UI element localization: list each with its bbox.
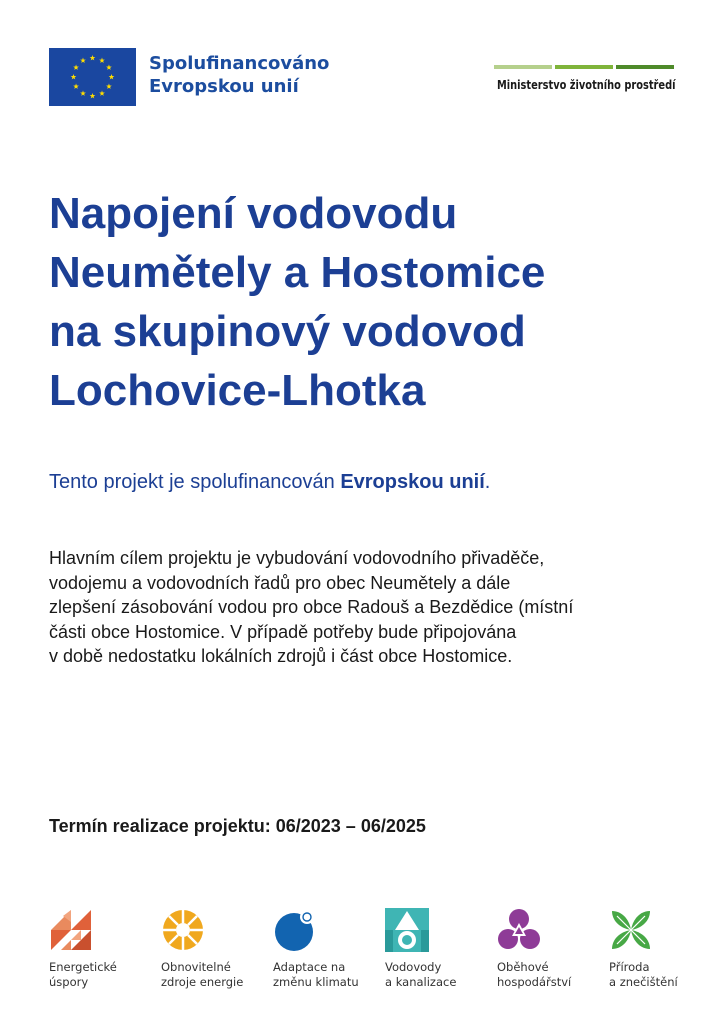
description-line: zlepšení zásobování vodou pro obce Radouš a Bezdědice (místní [49,597,574,617]
eu-text-line1: Spolufinancováno [149,53,330,74]
energy-savings-icon [49,908,93,952]
description-line: vodojemu a vodovodních řadů pro obec Neumětely a dále [49,572,511,593]
theme-renewable-energy [161,908,271,990]
project-title [49,184,689,420]
subtitle-emphasis: Evropskou unií [340,471,485,493]
thematic-icons-row [49,908,689,998]
eu-flag-icon [49,48,136,106]
project-description [49,546,689,669]
climate-adaptation-icon [273,908,317,952]
renewable-energy-icon [161,908,205,952]
theme-label-line2: změnu klimatu [273,975,359,989]
theme-label-line1: Vodovody [385,960,442,974]
eu-cofinancing-text [149,52,329,98]
eu-text-line2: Evropskou unií [149,76,299,97]
theme-climate-adaptation [273,908,383,990]
theme-label [161,960,271,990]
theme-label-line2: zdroje energie [161,975,244,989]
title-line: Napojení vodovodu [49,189,458,238]
project-term: Termín realizace projektu: 06/2023 – 06/2025 [49,816,426,836]
theme-label [609,960,719,990]
theme-label-line2: a kanalizace [385,975,457,989]
nature-pollution-icon [609,908,653,952]
subtitle-suffix: . [484,471,491,493]
theme-nature-pollution [609,908,719,990]
theme-label [497,960,607,990]
title-line: Lochovice-Lhotka [49,366,426,415]
theme-label-line2: a znečištění [609,975,678,989]
theme-circular-economy [497,908,607,990]
theme-water-sewerage [385,908,495,990]
theme-label-line2: hospodářství [497,975,572,989]
theme-label-line2: úspory [49,975,89,989]
ministry-logo-lines [494,65,674,69]
title-line: Neumětely a Hostomice [49,248,546,297]
theme-label-line1: Energetické [49,960,117,974]
theme-label [385,960,495,990]
ministry-name: Ministerstvo životního prostředí [497,78,676,92]
water-sewerage-icon [385,908,429,952]
circular-economy-icon [497,908,541,952]
theme-label [49,960,159,990]
description-line: Hlavním cílem projektu je vybudování vodovodního přivaděče, [49,548,545,568]
theme-energy-savings [49,908,159,990]
subtitle-prefix: Tento projekt je spolufinancován [49,471,341,493]
description-line: v době nedostatku lokálních zdrojů i část obce Hostomice. [49,646,513,666]
theme-label-line1: Adaptace na [273,960,346,974]
description-line: části obce Hostomice. V případě potřeby bude připojována [49,621,517,642]
cofinancing-statement [49,469,490,495]
theme-label-line1: Obnovitelné [161,960,231,974]
theme-label-line1: Příroda [609,960,650,974]
theme-label-line1: Oběhové [497,960,549,974]
theme-label [273,960,383,990]
title-line: na skupinový vodovod [49,307,526,356]
